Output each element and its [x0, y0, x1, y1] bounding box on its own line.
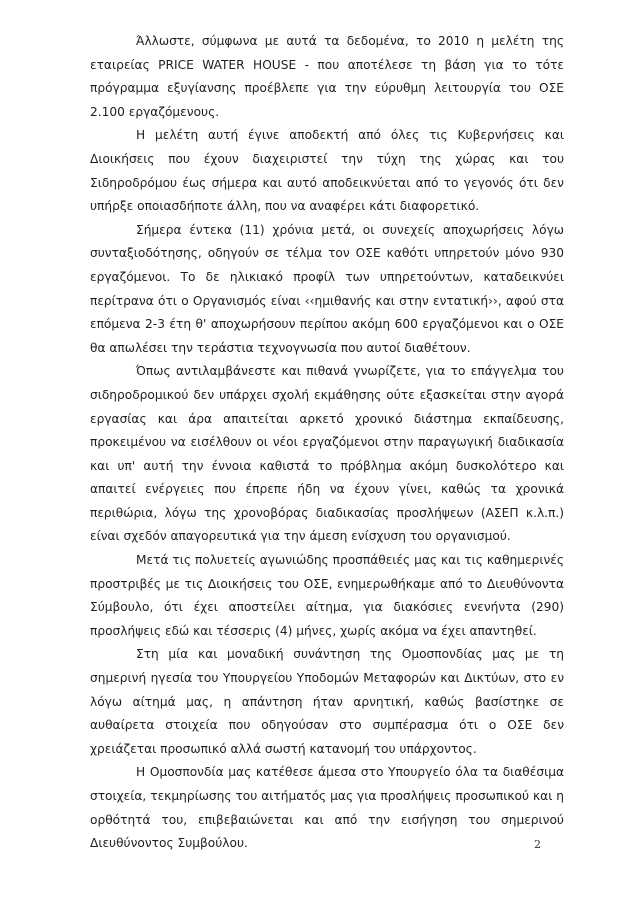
paragraph-study-acceptance: Η μελέτη αυτή έγινε αποδεκτή από όλες τις Κυβερνήσεις και Διοικήσεις που έχουν διαχειριστεί την τύχη της χώρας και του Σιδηροδρόμου έως σήμερα και αυτό αποδεικνύεται από το γεγονός ότι δεν υπήρξε οποιασδήποτε άλλη, που να αναφέρει κάτι διαφορετικό. — [90, 128, 564, 214]
paragraph-training-requirements: Όπως αντιλαμβάνεστε και πιθανά γνωρίζετε, για το επάγγελμα του σιδηροδρομικού δεν υπάρχει σχολή εκμάθησης ούτε εξασκείται στην αγορά εργασίας και άρα απαιτείται αρκετό χρονικό διάστημα εκπαίδευσης, προκειμένου να εισέλθουν οι νέοι εργαζόμενοι στην παραγωγική διαδικασία και υπ' αυτή την έννοια καθιστά το πρόβλημα ακόμη δυσκολότερο και απαιτεί ενέργειες που έπρεπε ήδη να έχουν γίνει, καθώς τα χρονικά περιθώρια, λόγω της χρονοβόρας διαδικασίας προσλήψεων (ΑΣΕΠ κ.λ.π.) είναι σχεδόν απαγορευτικά για την άμεση ενίσχυση του οργανισμού. — [90, 364, 564, 544]
paragraph-hiring-request: Μετά τις πολυετείς αγωνιώδης προσπάθειές μας και τις καθημερινές προστριβές με τις Διοικήσεις του ΟΣΕ, ενημερωθήκαμε από το Διευθύνοντα Σύμβουλο, ότι έχει αποστείλει αίτημα, για διακόσιες ενενήντα (290) προσλήψεις εδώ και τέσσερις (4) μήνες, χωρίς ακόμα να έχει απαντηθεί. — [90, 553, 564, 638]
paragraph-current-staffing: Σήμερα έντεκα (11) χρόνια μετά, οι συνεχείς αποχωρήσεις λόγω συνταξιοδότησης, οδηγούν σε τέλμα τον ΟΣΕ καθότι υπηρετούν μόνο 930 εργαζόμενοι. Το δε ηλικιακό προφίλ των υπηρετούντων, καταδεικνύει περίτρανα ότι ο Οργανισμός είναι ‹‹ημιθανής και στην εντατική››, αφού στα επόμενα 2-3 έτη θ' αποχωρήσουν περίπου ακόμη 600 εργαζόμενοι και ο ΟΣΕ θα απωλέσει την τεράστια τεχνογνωσία που αυτοί διαθέτουν. — [90, 222, 564, 355]
paragraph-federation-submission: Η Ομοσπονδία μας κατέθεσε άμεσα στο Υπουργείο όλα τα διαθέσιμα στοιχεία, τεκμηρίωσης του αιτήματός μας για προσλήψεις προσωπικού και η ορθότητά του, επιβεβαιώνεται και από την εισήγηση του σημερινού Διευθύνοντος Συμβούλου. — [90, 765, 564, 851]
page-number: 2 — [534, 838, 541, 851]
body-text — [90, 30, 564, 856]
paragraph-price-water-house-study: Άλλωστε, σύμφωνα με αυτά τα δεδομένα, το 2010 η μελέτη της εταιρείας PRICE WATER HOUSE - που αποτέλεσε τη βάση για το τότε πρόγραμμα εξυγίανσης προέβλεπε για την εύρυθμη λειτουργία του ΟΣΕ 2.100 εργαζόμενους. — [90, 34, 564, 119]
paragraph-ministry-meeting: Στη μία και μοναδική συνάντηση της Ομοσπονδίας μας με τη σημερινή ηγεσία του Υπουργείου Υποδομών Μεταφορών και Δικτύων, στο εν λόγω αίτημά μας, η απάντηση ήταν αρνητική, καθώς βασίστηκε σε αυθαίρετα στοιχεία που οδηγούσαν στο συμπέρασμα ότι ο ΟΣΕ δεν χρειάζεται προσωπικό αλλά σωστή κατανομή του υπάρχοντος. — [90, 647, 564, 756]
